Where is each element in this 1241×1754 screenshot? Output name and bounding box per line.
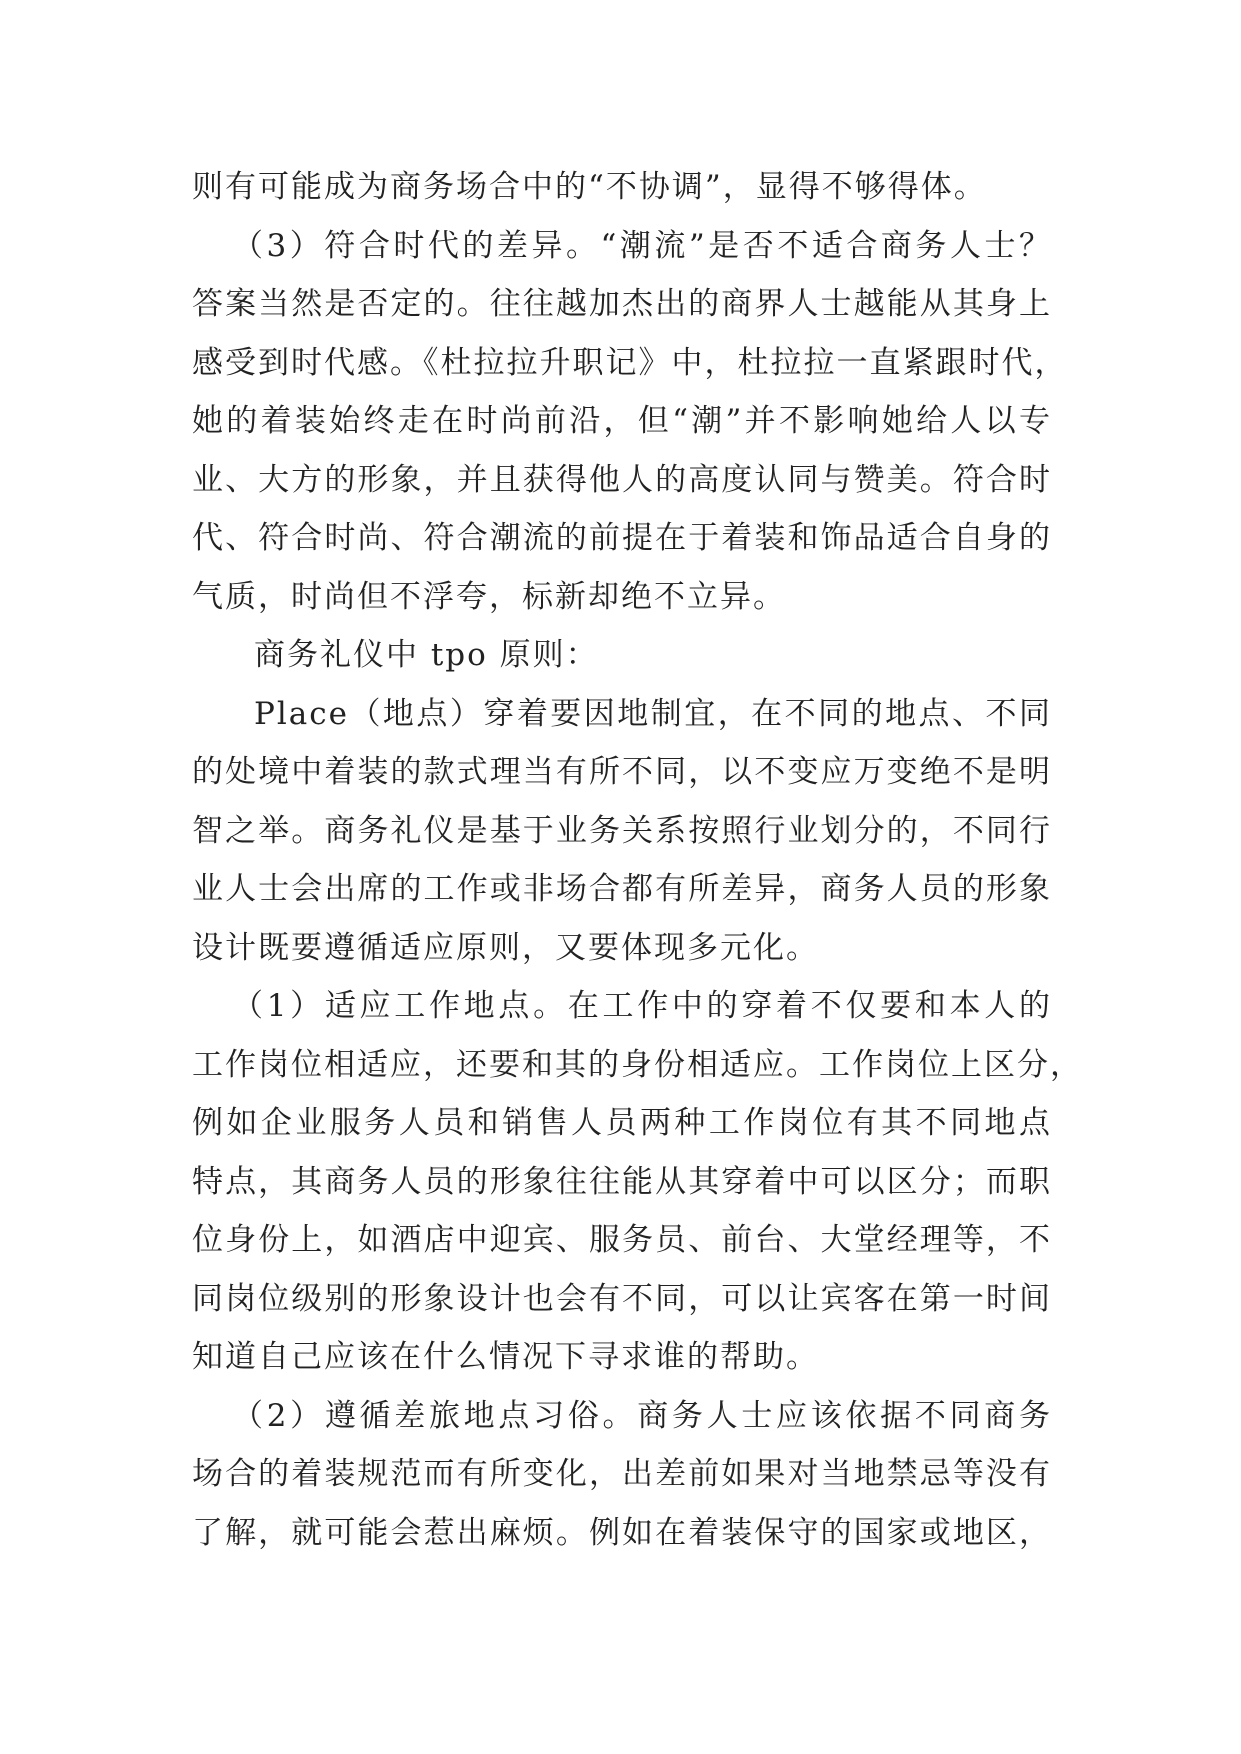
text-line: （1）适应工作地点。在工作中的穿着不仅要和本人的 [232, 988, 1052, 1024]
text-line: 业、大方的形象，并且获得他人的高度认同与赞美。符合时 [192, 461, 1052, 498]
text-line: 了解，就可能会惹出麻烦。例如在着装保守的国家或地区， [192, 1514, 1052, 1551]
text-line: 场合的着装规范而有所变化，出差前如果对当地禁忌等没有 [192, 1456, 1052, 1492]
text-line: （2）遵循差旅地点习俗。商务人士应该依据不同商务 [232, 1397, 1052, 1434]
text-line: 业人士会出席的工作或非场合都有所差异，商务人员的形象 [192, 871, 1052, 907]
text-line: 设计既要遵循适应原则，又要体现多元化。 [192, 929, 819, 966]
text-line: 代、符合时尚、符合潮流的前提在于着装和饰品适合自身的 [192, 520, 1052, 556]
text-line: 答案当然是否定的。往往越加杰出的商界人士越能从其身上 [192, 286, 1052, 322]
text-line: 工作岗位相适应，还要和其的身份相适应。工作岗位上区分， [192, 1046, 1083, 1083]
text-line: 气质，时尚但不浮夸，标新却绝不立异。 [192, 578, 786, 615]
text-line: Place（地点）穿着要因地制宜，在不同的地点、不同 [254, 695, 1052, 732]
text-line: 的处境中着装的款式理当有所不同，以不变应万变绝不是明 [192, 754, 1052, 790]
text-line: 智之举。商务礼仪是基于业务关系按照行业划分的，不同行 [192, 812, 1052, 849]
text-line: 则有可能成为商务场合中的“不协调”，显得不够得体。 [192, 169, 987, 205]
text-line: （3）符合时代的差异。“潮流”是否不适合商务人士？ [232, 227, 1052, 264]
text-line: 感受到时代感。《杜拉拉升职记》中，杜拉拉一直紧跟时代， [192, 344, 1068, 381]
text-line: 她的着装始终走在时尚前沿，但“潮”并不影响她给人以专 [192, 403, 1052, 439]
body-text [192, 158, 1083, 1562]
text-line: 同岗位级别的形象设计也会有不同，可以让宾客在第一时间 [192, 1280, 1052, 1317]
text-line: 商务礼仪中 tpo 原则： [254, 637, 599, 673]
text-line: 例如企业服务人员和销售人员两种工作岗位有其不同地点 [192, 1105, 1052, 1141]
text-line: 知道自己应该在什么情况下寻求谁的帮助。 [192, 1339, 819, 1375]
text-line: 特点，其商务人员的形象往往能从其穿着中可以区分；而职 [192, 1163, 1052, 1200]
text-line: 位身份上，如酒店中迎宾、服务员、前台、大堂经理等，不 [192, 1222, 1052, 1258]
